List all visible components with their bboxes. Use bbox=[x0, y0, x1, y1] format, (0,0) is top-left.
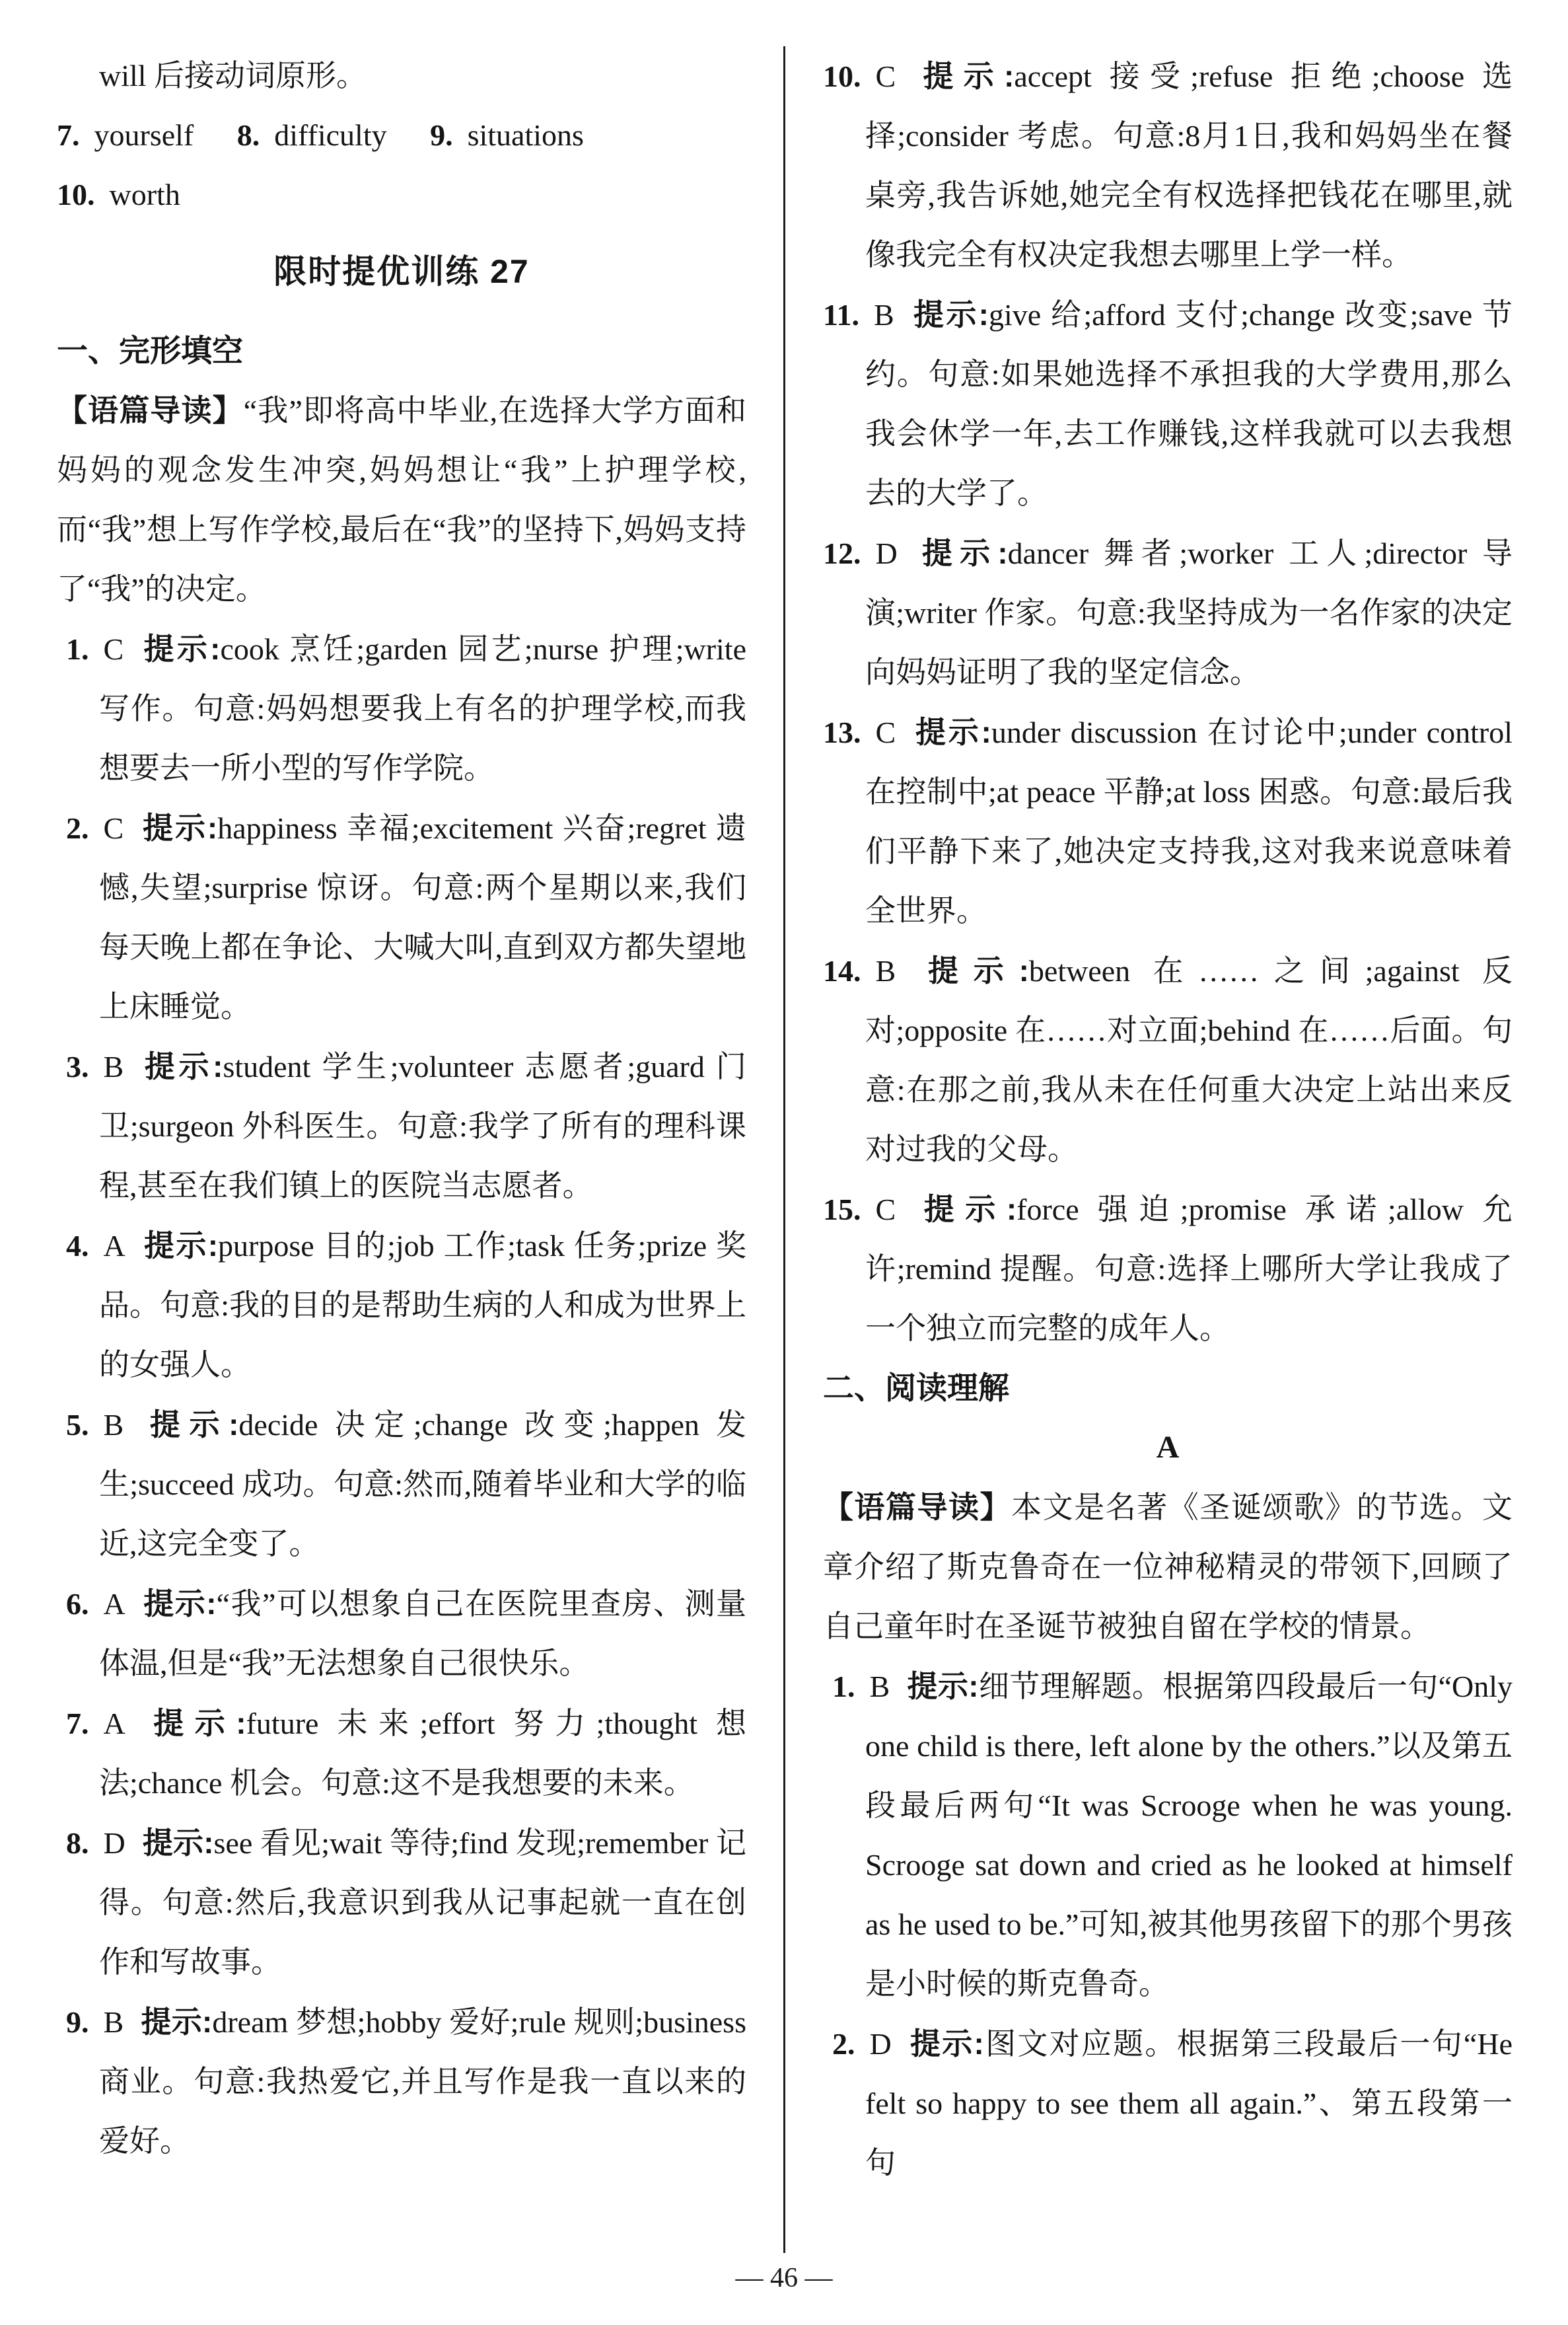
section-heading-reading: 二、阅读理解 bbox=[823, 1370, 1009, 1405]
fill-answer bbox=[430, 118, 584, 152]
hint-text: student 学生;volunteer 志愿者;guard 门卫;surgeon 外科医生。句意:我学了所有的理科课程,甚至在我们镇上的医院当志愿者。 bbox=[99, 1050, 746, 1202]
answer-item-6 bbox=[57, 1574, 746, 1693]
hint-label: 提示: bbox=[913, 953, 1029, 988]
hint-label: 提示: bbox=[141, 1049, 223, 1084]
answer-item-12 bbox=[823, 523, 1513, 702]
intro-label: 【语篇导读】 bbox=[823, 1490, 1012, 1524]
item-number: 3. bbox=[66, 1050, 89, 1084]
answer-item-15 bbox=[823, 1179, 1513, 1358]
item-number: 8. bbox=[66, 1826, 89, 1860]
answer-letter: C bbox=[875, 1193, 896, 1226]
answer-item-10 bbox=[823, 46, 1513, 285]
reading-answer-item-1 bbox=[823, 1656, 1513, 2014]
answer-letter: B bbox=[875, 954, 896, 988]
hint-label: 提示: bbox=[141, 632, 221, 666]
item-number: 9. bbox=[430, 118, 453, 152]
hint-label: 提示: bbox=[908, 2026, 984, 2061]
item-number: 7. bbox=[66, 1707, 89, 1740]
answer-word: yourself bbox=[94, 118, 194, 152]
answer-letter: A bbox=[103, 1229, 125, 1263]
answer-letter: D bbox=[103, 1826, 125, 1860]
answer-letter: A bbox=[103, 1707, 125, 1740]
item-number: 2. bbox=[832, 2027, 855, 2061]
answer-letter: C bbox=[103, 632, 124, 666]
answer-item-1 bbox=[57, 619, 746, 798]
hint-label: 提示: bbox=[907, 1669, 979, 1703]
item-number: 4. bbox=[66, 1229, 89, 1263]
exercise-set-title: 限时提优训练 27 bbox=[273, 253, 530, 290]
intro-label: 【语篇导读】 bbox=[57, 393, 244, 427]
hint-text: “我”可以想象自己在医院里查房、测量体温,但是“我”无法想象自己很快乐。 bbox=[99, 1587, 746, 1680]
item-number: 2. bbox=[66, 811, 89, 845]
answer-word: situations bbox=[467, 118, 584, 152]
item-number: 14. bbox=[823, 954, 861, 988]
item-number: 11. bbox=[823, 298, 859, 332]
item-number: 12. bbox=[823, 536, 861, 570]
answer-item-8 bbox=[57, 1813, 746, 1992]
carryover-note: will 后接动词原形。 bbox=[99, 59, 367, 92]
hint-text: under discussion 在讨论中;under control 在控制中;at peace 平静;at loss 困惑。句意:最后我们平静下来了,她决定支持我,这对我来说意味着全世界。 bbox=[865, 716, 1513, 928]
answer-word: difficulty bbox=[274, 118, 387, 152]
answer-item-3 bbox=[57, 1037, 746, 1216]
right-column bbox=[823, 46, 1513, 2253]
hint-text: decide 决定;change 改变;happen 发生;succeed 成功。句意:然而,随着毕业和大学的临近,这完全变了。 bbox=[99, 1408, 746, 1561]
answer-letter: B bbox=[103, 1050, 124, 1084]
answer-letter: A bbox=[103, 1587, 125, 1621]
fill-answer bbox=[57, 178, 180, 211]
answer-item-11 bbox=[823, 285, 1513, 523]
hint-label: 提示: bbox=[142, 1586, 217, 1621]
answer-letter: B bbox=[103, 2005, 124, 2039]
item-number: 10. bbox=[57, 178, 95, 211]
fill-answers-row-2 bbox=[57, 165, 746, 225]
answer-item-14 bbox=[823, 941, 1513, 1179]
hint-label: 提示: bbox=[914, 536, 1008, 570]
answer-letter: B bbox=[103, 1408, 124, 1442]
hint-label: 提示: bbox=[141, 1407, 239, 1442]
page-number: — 46 — bbox=[735, 2263, 833, 2293]
hint-label: 提示: bbox=[142, 1228, 219, 1263]
hint-text: between 在……之间;against 反对;opposite 在……对立面;behind 在……后面。句意:在那之前,我从未在任何重大决定上站出来反对过我的父母。 bbox=[865, 954, 1513, 1166]
intro-text: 本文是名著《圣诞颂歌》的节选。文章介绍了斯克鲁奇在一位神秘精灵的带领下,回顾了自己童年时在圣诞节被独自留在学校的情景。 bbox=[823, 1491, 1513, 1643]
passage-intro-reading bbox=[823, 1477, 1513, 1656]
answer-letter: D bbox=[875, 536, 898, 570]
hint-text: accept 接受;refuse 拒绝;choose 选择;consider 考虑。句意:8月1日,我和妈妈坐在餐桌旁,我告诉她,她完全有权选择把钱花在哪里,就像我完全有权决定我想去哪里上学一样。 bbox=[865, 59, 1513, 272]
answer-item-7 bbox=[57, 1693, 746, 1813]
answer-letter: B bbox=[869, 1670, 890, 1703]
hint-text: see 看见;wait 等待;find 发现;remember 记得。句意:然后,我意识到我从记事起就一直在创作和写故事。 bbox=[99, 1826, 746, 1979]
answer-letter: C bbox=[875, 59, 896, 93]
hint-label: 提示: bbox=[913, 59, 1015, 93]
item-number: 9. bbox=[66, 2005, 89, 2039]
item-number: 15. bbox=[823, 1193, 861, 1226]
passage-intro-cloze bbox=[57, 381, 746, 619]
fill-answer bbox=[237, 118, 387, 152]
hint-text: 图文对应题。根据第三段最后一句“He felt so happy to see them all again.”、第五段第一句 bbox=[865, 2027, 1513, 2180]
hint-text: 细节理解题。根据第四段最后一句“Only one child is there, left alone by the others.”以及第五段最后两句“It was Scrooge when he was young. Scrooge sat down and cried as he looked at himself as he used to be.”可知,被其他男孩留下的那个男孩是小时候的斯克鲁奇。 bbox=[865, 1670, 1513, 2001]
hint-text: happiness 幸福;excitement 兴奋;regret 遗憾,失望;surprise 惊讶。句意:两个星期以来,我们每天晚上都在争论、大喊大叫,直到双方都失望地上床睡觉。 bbox=[99, 811, 746, 1023]
hint-text: cook 烹饪;garden 园艺;nurse 护理;write 写作。句意:妈妈想要我上有名的护理学校,而我想要去一所小型的写作学院。 bbox=[99, 632, 747, 785]
hint-label: 提示: bbox=[911, 297, 989, 332]
hint-label: 提示: bbox=[142, 1706, 246, 1740]
answer-item-4 bbox=[57, 1216, 746, 1395]
hint-text: force 强迫;promise 承诺;allow 允许;remind 提醒。句意:选择上哪所大学让我成了一个独立而完整的成年人。 bbox=[865, 1193, 1513, 1345]
hint-label: 提示: bbox=[141, 2005, 213, 2039]
hint-text: dream 梦想;hobby 爱好;rule 规则;business 商业。句意:我热爱它,并且写作是我一直以来的爱好。 bbox=[99, 2005, 746, 2158]
answer-letter: C bbox=[103, 811, 124, 845]
item-number: 8. bbox=[236, 118, 260, 152]
item-number: 1. bbox=[66, 632, 89, 666]
answer-letter: D bbox=[869, 2027, 892, 2061]
hint-text: future 未来;effort 努力;thought 想法;chance 机会。句意:这不是我想要的未来。 bbox=[99, 1707, 746, 1800]
answer-letter: B bbox=[873, 298, 894, 332]
answer-word: worth bbox=[109, 178, 180, 211]
item-number: 5. bbox=[66, 1408, 89, 1442]
left-column bbox=[57, 46, 746, 2253]
hint-label: 提示: bbox=[141, 811, 218, 845]
answer-item-2 bbox=[57, 798, 746, 1037]
fill-answers-row-1 bbox=[57, 106, 746, 165]
item-number: 1. bbox=[832, 1670, 855, 1703]
answer-item-5 bbox=[57, 1395, 746, 1574]
hint-text: dancer 舞者;worker 工人;director 导演;writer 作家。句意:我坚持成为一名作家的决定向妈妈证明了我的坚定信念。 bbox=[865, 536, 1513, 689]
hint-label: 提示: bbox=[913, 1192, 1017, 1226]
answer-letter: C bbox=[875, 716, 896, 749]
hint-label: 提示: bbox=[142, 1826, 214, 1860]
reading-answer-item-2 bbox=[823, 2014, 1513, 2193]
passage-label-a: A bbox=[1156, 1430, 1180, 1465]
hint-label: 提示: bbox=[913, 715, 991, 749]
column-divider bbox=[783, 46, 785, 2253]
item-number: 6. bbox=[66, 1587, 89, 1621]
hint-text: purpose 目的;job 工作;task 任务;prize 奖品。句意:我的目的是帮助生病的人和成为世界上的女强人。 bbox=[99, 1229, 746, 1382]
section-heading-cloze: 一、完形填空 bbox=[57, 333, 243, 368]
fill-answer bbox=[57, 118, 194, 152]
item-number: 10. bbox=[823, 59, 861, 93]
answer-item-13 bbox=[823, 702, 1513, 941]
two-column-layout bbox=[57, 46, 1513, 2253]
item-number: 13. bbox=[823, 716, 861, 749]
item-number: 7. bbox=[57, 118, 80, 152]
hint-text: give 给;afford 支付;change 改变;save 节约。句意:如果她选择不承担我的大学费用,那么我会休学一年,去工作赚钱,这样我就可以去我想去的大学了。 bbox=[865, 298, 1513, 510]
answer-item-9 bbox=[57, 1992, 746, 2171]
intro-text: “我”即将高中毕业,在选择大学方面和妈妈的观念发生冲突,妈妈想让“我”上护理学校,而“我”想上写作学校,最后在“我”的坚持下,妈妈支持了“我”的决定。 bbox=[57, 394, 747, 606]
